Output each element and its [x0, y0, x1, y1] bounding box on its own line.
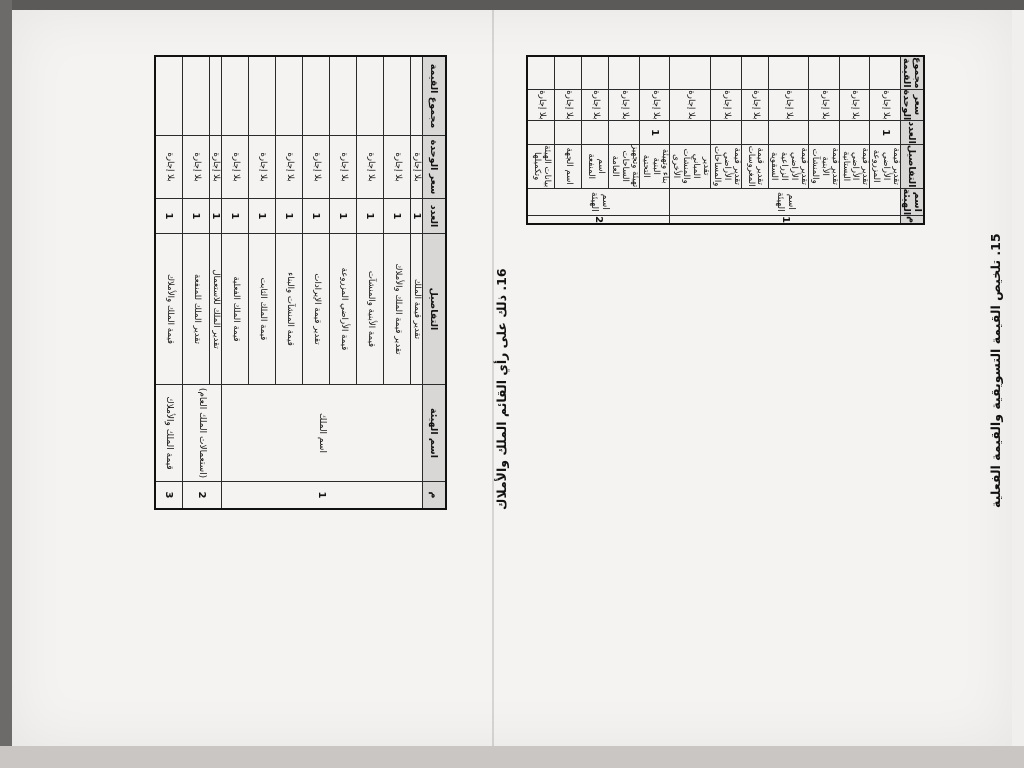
total-price-cell	[411, 56, 423, 136]
count-cell: 1	[183, 199, 210, 234]
total-price-cell	[222, 56, 249, 136]
header-details: التفاصيل	[901, 144, 925, 188]
table-15-block	[526, 55, 925, 225]
count-cell: 1	[639, 121, 670, 145]
total-price-cell	[639, 56, 670, 89]
photo-edge-bottom	[0, 746, 1024, 768]
header-number: م	[423, 482, 447, 510]
group-name: (استعمالات الملك العام)	[183, 385, 222, 482]
table-row	[411, 56, 423, 509]
header-number: م	[901, 216, 925, 224]
detail-cell: قيمة الملك الثابت	[249, 234, 276, 385]
unit-price-cell: بلا إجارة	[155, 136, 183, 199]
detail-cell: تقدير قيمة الأراضي الزراعية السقوية	[768, 144, 809, 188]
count-cell	[839, 121, 870, 145]
detail-cell: تقدير قيمة الأراضي المزروعة	[870, 144, 901, 188]
unit-price-cell: بلا إجارة	[330, 136, 357, 199]
unit-price-cell: بلا إجارة	[609, 89, 640, 121]
table-row	[423, 56, 447, 509]
count-cell: 1	[155, 199, 183, 234]
total-price-cell	[249, 56, 276, 136]
detail-cell: تقدير قيمة المغروسات	[741, 144, 768, 188]
table-row	[639, 56, 670, 224]
detail-cell: قيمة الملك والأملاك	[155, 234, 183, 385]
total-price-cell	[809, 56, 840, 89]
total-price-cell	[330, 56, 357, 136]
table-16	[154, 55, 447, 510]
count-cell: 1	[276, 199, 303, 234]
unit-price-cell: بلا إجارة	[249, 136, 276, 199]
total-price-cell	[276, 56, 303, 136]
unit-price-cell: بلا إجارة	[639, 89, 670, 121]
detail-cell: تهيئة وتجهيز الساحات العامة	[610, 145, 640, 188]
unit-price-cell: بلا إجارة	[768, 89, 809, 121]
row-number: 3	[155, 482, 183, 510]
detail-cell: اسم المنفعة	[582, 144, 609, 188]
count-cell	[582, 121, 609, 145]
unit-price-cell: بلا إجارة	[809, 89, 840, 121]
unit-price-cell: بلا إجارة	[357, 136, 384, 199]
count-cell: 1	[210, 199, 222, 234]
detail-cell: تقدير قيمة الملك	[411, 234, 423, 385]
count-cell: 1	[330, 199, 357, 234]
unit-price-cell: بلا إجارة	[582, 89, 609, 121]
detail-cell: تقدير قيمة الأراضي والمساحات	[711, 145, 742, 187]
count-cell: 1	[357, 199, 384, 234]
unit-price-cell: بلا إجارة	[670, 89, 711, 121]
photo-edge-top	[0, 0, 1024, 10]
detail-cell: قيمة الأبنية والمنشآت	[357, 234, 384, 385]
group-name: اسم الهيئة	[670, 188, 901, 216]
table-15	[526, 55, 925, 225]
detail-cell: تقدير قيمة الأراضي البستانية	[839, 144, 870, 188]
total-price-cell	[155, 56, 183, 136]
count-cell	[670, 121, 711, 145]
total-price-cell	[839, 56, 870, 89]
unit-price-cell: بلا إجارة	[711, 89, 742, 121]
header-item: اسم الهيئة	[901, 188, 923, 216]
count-cell	[555, 121, 582, 145]
unit-price-cell: بلا إجارة	[210, 136, 222, 199]
unit-price-cell: بلا إجارة	[276, 136, 303, 199]
table-row	[870, 56, 901, 224]
count-cell	[809, 121, 840, 145]
table-16-block	[154, 55, 447, 510]
detail-cell: قيمة الملك الفعلية	[222, 234, 249, 385]
header-total-price: مجموع القيمة	[423, 56, 447, 136]
row-number: 2	[183, 482, 222, 510]
caption-table-16: 16. ذلك على رأي القائم الملك والأملاك	[494, 268, 509, 510]
header-total-price: مجموع القيمة	[901, 57, 923, 89]
count-cell: 1	[411, 199, 423, 234]
row-number: 1	[670, 216, 901, 224]
total-price-cell	[768, 56, 809, 89]
count-cell: 1	[303, 199, 330, 234]
count-cell	[527, 121, 555, 145]
header-count: العدد	[901, 121, 925, 145]
unit-price-cell: بلا إجارة	[411, 136, 423, 199]
count-cell: 1	[249, 199, 276, 234]
count-cell	[741, 121, 768, 145]
total-price-cell	[870, 56, 901, 89]
unit-price-cell: بلا إجارة	[222, 136, 249, 199]
count-cell	[609, 121, 640, 145]
total-price-cell	[670, 56, 711, 89]
unit-price-cell: بلا إجارة	[870, 89, 901, 121]
header-unit-price: سعر الوحدة	[901, 89, 923, 121]
table-row	[210, 56, 222, 509]
detail-cell: تقدير قيمة الأبنية والمنشآت	[809, 144, 840, 188]
detail-cell: بيانات الهيئة وتكميلها	[527, 144, 555, 188]
detail-cell: تقدير الملك للمنفعة	[183, 234, 210, 385]
count-cell: 1	[222, 199, 249, 234]
total-price-cell	[609, 56, 640, 89]
detail-cell: تقدير قيمة الملك والأملاك	[384, 234, 411, 385]
total-price-cell	[582, 56, 609, 89]
caption-table-15: 15. تلخيص القيمة التسويقية والقيمة الفعلية	[988, 233, 1003, 508]
total-price-cell	[741, 56, 768, 89]
total-price-cell	[527, 56, 555, 89]
header-unit-price: سعر الوحدة	[423, 136, 447, 199]
total-price-cell	[555, 56, 582, 89]
total-price-cell	[210, 56, 222, 136]
count-cell	[768, 121, 809, 145]
row-number: 2	[527, 216, 670, 224]
unit-price-cell: بلا إجارة	[527, 89, 555, 121]
total-price-cell	[357, 56, 384, 136]
unit-price-cell: بلا إجارة	[384, 136, 411, 199]
detail-cell: بناء وتهيئة البنية التحتية	[639, 144, 670, 188]
total-price-cell	[183, 56, 210, 136]
count-cell: 1	[870, 121, 901, 145]
detail-cell: قيمة الأراضي المزروعة	[330, 234, 357, 385]
detail-cell: اسم الجهة	[555, 144, 582, 188]
row-number: 1	[222, 482, 423, 510]
detail-cell: تقدير قيمة الإيرادات	[303, 234, 330, 385]
header-details: التفاصيل	[423, 234, 447, 385]
group-name: قيمة الملك والأملاك	[155, 385, 183, 482]
unit-price-cell: بلا إجارة	[183, 136, 210, 199]
detail-cell: تقدير الملك للاستعمال	[210, 234, 222, 385]
total-price-cell	[303, 56, 330, 136]
group-name: اسم الملك	[222, 385, 423, 482]
count-cell	[711, 121, 742, 145]
header-count: العدد	[423, 199, 447, 234]
header-item: اسم الهيئة	[423, 385, 447, 482]
unit-price-cell: بلا إجارة	[303, 136, 330, 199]
unit-price-cell: بلا إجارة	[839, 89, 870, 121]
count-cell: 1	[384, 199, 411, 234]
photo-edge-left	[0, 0, 12, 768]
total-price-cell	[384, 56, 411, 136]
total-price-cell	[711, 56, 742, 89]
unit-price-cell: بلا إجارة	[741, 89, 768, 121]
unit-price-cell: بلا إجارة	[555, 89, 582, 121]
table-row	[155, 56, 183, 509]
detail-cell: تقدير المباني والمنشآت الأخرى	[670, 144, 711, 188]
table-row	[901, 56, 925, 224]
group-name: اسم الهيئة	[527, 188, 670, 216]
detail-cell: قيمة المنشآت والبناء	[276, 234, 303, 385]
